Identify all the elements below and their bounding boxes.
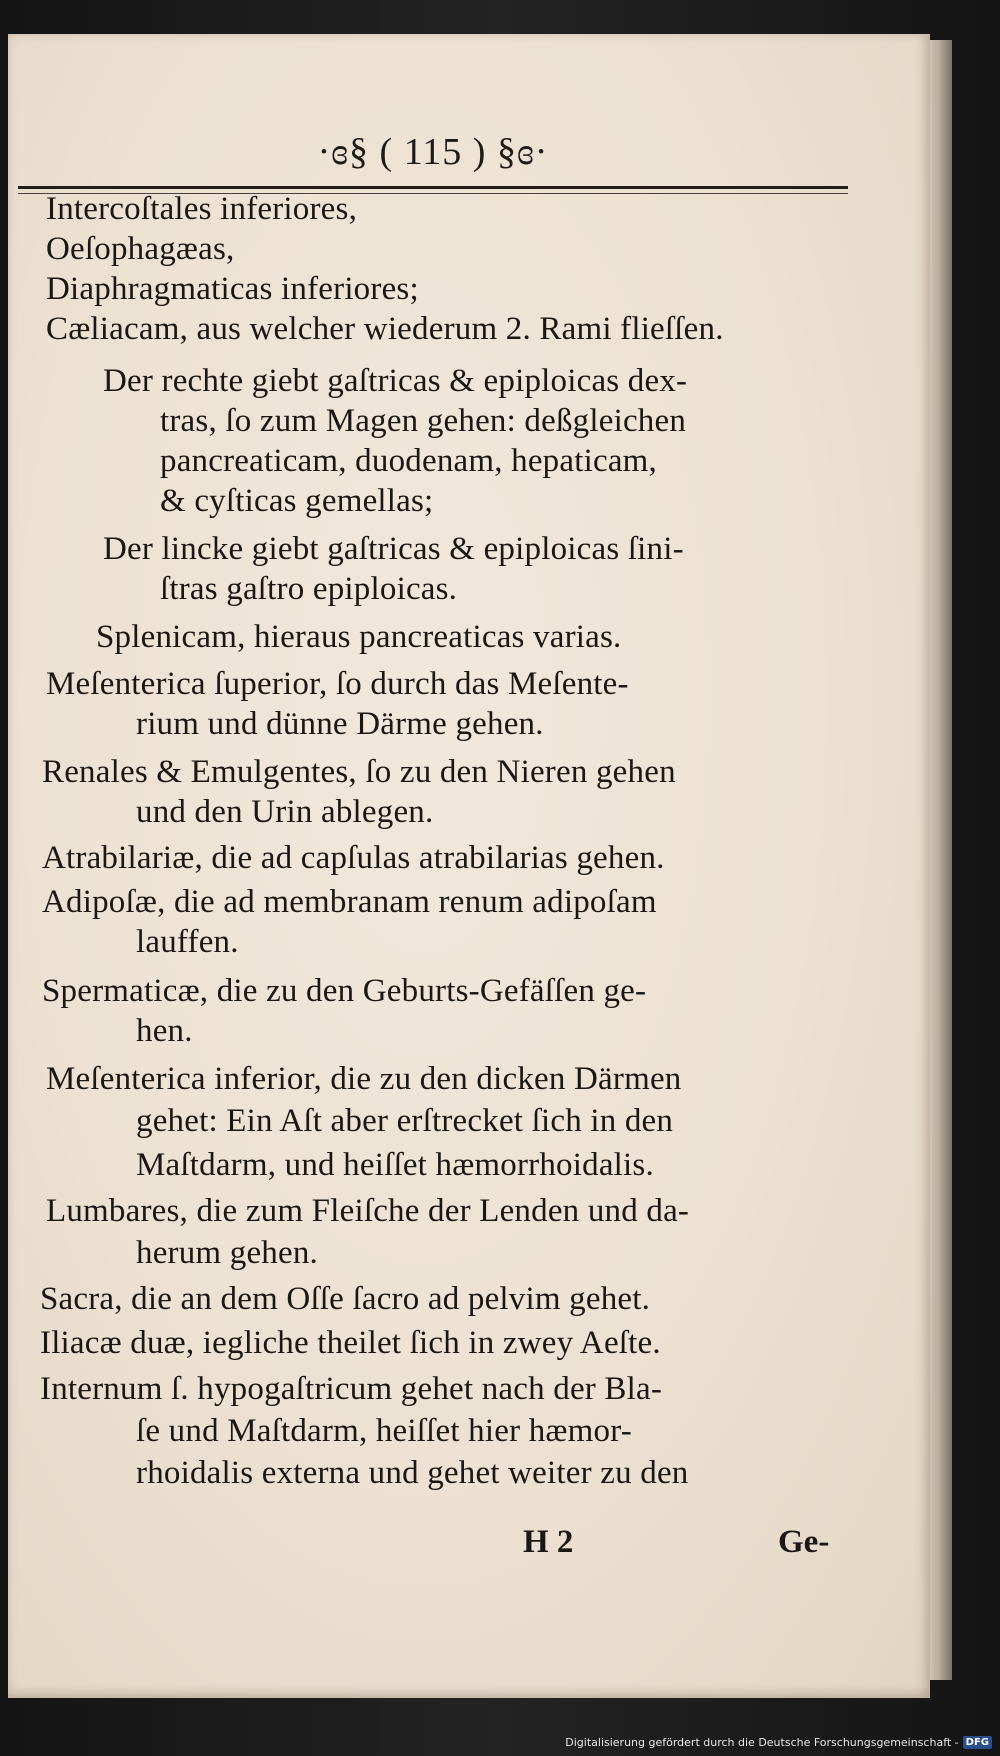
text-line: rhoidalis externa und gehet weiter zu den	[136, 1455, 689, 1491]
text-line: lauffen.	[136, 924, 239, 960]
text-line: Spermaticæ, die zu den Geburts-Gefäſſen ge-	[42, 973, 647, 1009]
text-line: Intercoſtales inferiores,	[46, 191, 358, 227]
catchword: Ge-	[778, 1524, 830, 1560]
text-line: & cyſticas gemellas;	[160, 483, 434, 519]
signature-mark: H 2	[523, 1524, 574, 1560]
text-line: Meſenterica ſuperior, ſo durch das Meſente-	[46, 666, 629, 702]
text-line: Iliacæ duæ, iegliche theilet ſich in zwey Aeſte.	[40, 1325, 661, 1361]
text-line: pancreaticam, duodenam, hepaticam,	[160, 443, 657, 479]
dfg-logo: DFG	[963, 1736, 992, 1749]
text-line: Adipoſæ, die ad membranam renum adipoſam	[42, 884, 657, 920]
text-line: Diaphragmaticas inferiores;	[46, 271, 419, 307]
digitization-credit	[565, 1732, 992, 1752]
text-line: Cæliacam, aus welcher wiederum 2. Rami flieſſen.	[46, 311, 724, 347]
text-line: und den Urin ablegen.	[136, 794, 434, 830]
credit-text: Digitalisierung gefördert durch die Deutsche Forschungsgemeinschaft -	[565, 1735, 959, 1749]
book-page	[8, 34, 930, 1698]
text-line: ſtras gaſtro epiploicas.	[160, 571, 458, 607]
text-line: Lumbares, die zum Fleiſche der Lenden und da-	[46, 1193, 690, 1229]
text-line: Internum ſ. hypogaſtricum gehet nach der Bla-	[40, 1371, 663, 1407]
page-edge	[930, 40, 952, 1680]
text-line: Renales & Emulgentes, ſo zu den Nieren gehen	[42, 754, 676, 790]
text-line: gehet: Ein Aſt aber erſtrecket ſich in den	[136, 1103, 674, 1139]
page-footer	[8, 1524, 930, 1574]
text-line: herum gehen.	[136, 1235, 318, 1271]
text-line: hen.	[136, 1013, 193, 1049]
text-line: Oeſophagæas,	[46, 231, 235, 267]
text-line: Atrabilariæ, die ad capſulas atrabilarias gehen.	[42, 840, 665, 876]
text-line: Meſenterica inferior, die zu den dicken Därmen	[46, 1061, 682, 1097]
text-line: Sacra, die an dem Oſſe ſacro ad pelvim gehet.	[40, 1281, 651, 1317]
page-header	[8, 130, 930, 180]
text-line: Maſtdarm, und heiſſet hæmorrhoidalis.	[136, 1147, 654, 1183]
text-line: Der rechte giebt gaſtricas & epiploicas dex-	[103, 363, 688, 399]
text-line: tras, ſo zum Magen gehen: deßgleichen	[160, 403, 687, 439]
text-line: Splenicam, hieraus pancreaticas varias.	[96, 619, 622, 655]
text-line: Der lincke giebt gaſtricas & epiploicas ſini-	[103, 531, 684, 567]
page-number: ·ɞ§ ( 115 ) §ɞ·	[317, 131, 549, 173]
text-line: rium und dünne Därme gehen.	[136, 706, 544, 742]
text-line: ſe und Maſtdarm, heiſſet hier hæmor-	[136, 1413, 632, 1449]
